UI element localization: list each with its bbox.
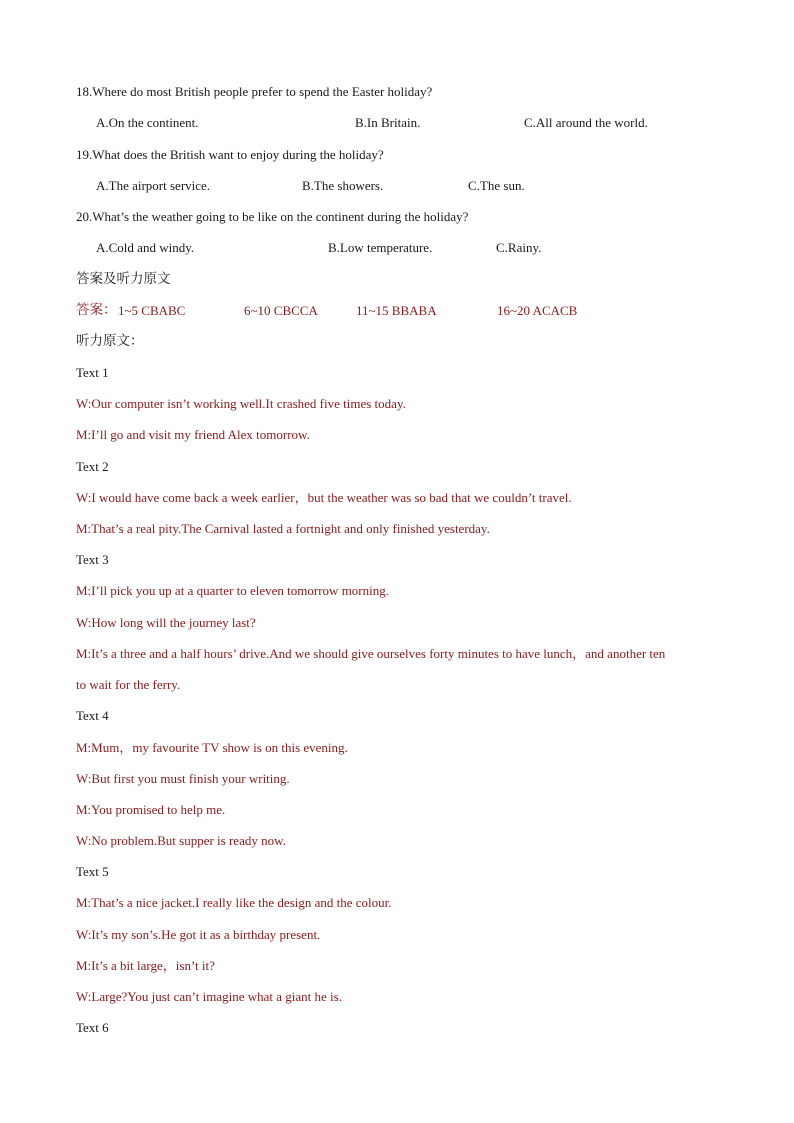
text-5-title: Text 5 [76,864,109,879]
text-3-line-4: to wait for the ferry. [76,677,181,692]
text-1-title: Text 1 [76,365,109,380]
text-4-line-2: W:But first you must finish your writing. [76,771,290,786]
section-title: 答案及听力原文 [76,271,171,287]
question-19-option-b: B.The showers. [302,178,384,193]
text-4-title: Text 4 [76,708,109,723]
question-19-stem: 19.What does the British want to enjoy during the holiday? [76,147,384,162]
text-3-line-3: M:It’s a three and a half hours’ drive.And we should give ourselves forty minutes to have lunch，and another ten [76,646,666,661]
answers-label: 答案： [76,302,117,318]
text-2-title: Text 2 [76,459,109,474]
text-4-line-3: M:You promised to help me. [76,802,226,817]
question-20-option-c: C.Rainy. [496,240,542,255]
answer-group-3: 11~15 BBABA [356,303,437,318]
question-20-stem: 20.What’s the weather going to be like on the continent during the holiday? [76,209,469,224]
text-1-line-1: W:Our computer isn’t working well.It crashed five times today. [76,396,406,411]
text-3-title: Text 3 [76,552,109,567]
question-20-option-a: A.Cold and windy. [96,240,195,255]
text-3-line-1: M:I’ll pick you up at a quarter to eleven tomorrow morning. [76,583,390,598]
text-5-line-4: W:Large?You just can’t imagine what a giant he is. [76,989,342,1004]
text-5-line-1: M:That’s a nice jacket.I really like the design and the colour. [76,895,392,910]
question-19-option-c: C.The sun. [468,178,525,193]
text-5-line-3: M:It’s a bit large，isn’t it? [76,958,215,973]
text-4-line-1: M:Mum，my favourite TV show is on this evening. [76,740,348,755]
text-3-line-2: W:How long will the journey last? [76,615,256,630]
answer-group-2: 6~10 CBCCA [244,303,318,318]
text-1-line-2: M:I’ll go and visit my friend Alex tomorrow. [76,427,310,442]
question-20-option-b: B.Low temperature. [328,240,433,255]
question-18-stem: 18.Where do most British people prefer to spend the Easter holiday? [76,84,433,99]
question-18-option-c: C.All around the world. [524,115,648,130]
answer-group-1: 1~5 CBABC [118,303,186,318]
transcript-label: 听力原文： [76,333,144,349]
question-18-option-b: B.In Britain. [355,115,421,130]
text-4-line-4: W:No problem.But supper is ready now. [76,833,286,848]
text-2-line-2: M:That’s a real pity.The Carnival lasted a fortnight and only finished yesterday. [76,521,490,536]
text-5-line-2: W:It’s my son’s.He got it as a birthday present. [76,927,321,942]
question-18-option-a: A.On the continent. [96,115,199,130]
text-6-title: Text 6 [76,1020,109,1035]
text-2-line-1: W:I would have come back a week earlier，but the weather was so bad that we couldn’t travel. [76,490,572,505]
question-19-option-a: A.The airport service. [96,178,211,193]
answer-group-4: 16~20 ACACB [497,303,578,318]
